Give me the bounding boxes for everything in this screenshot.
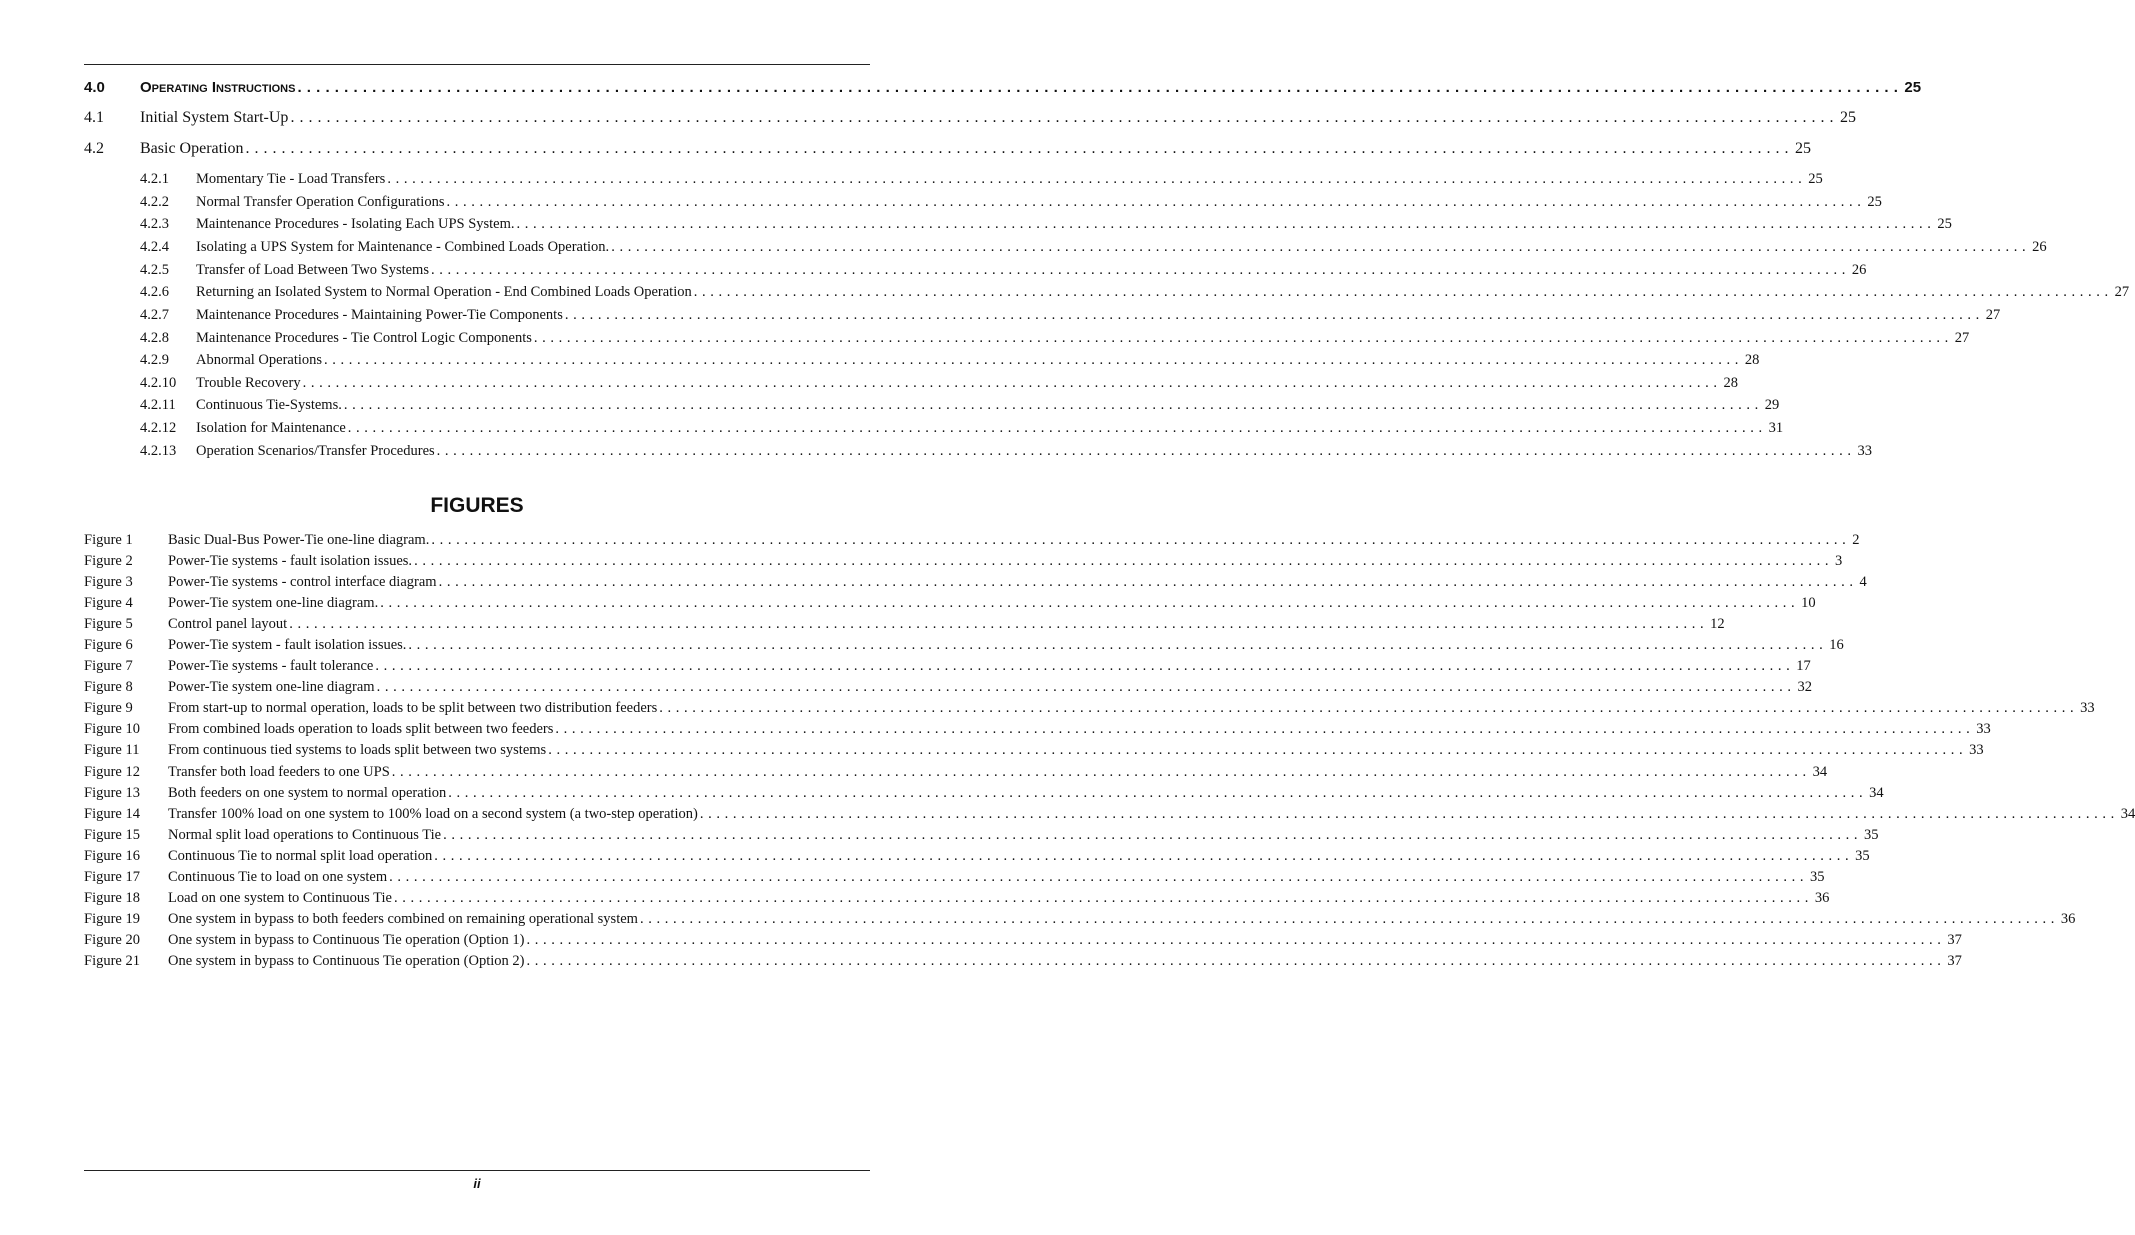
toc-number: 4.2.2 xyxy=(140,194,169,210)
leader-dots xyxy=(432,848,1849,865)
figure-page: 36 xyxy=(1814,890,1830,906)
figure-entry[interactable] xyxy=(84,742,1984,759)
leader-dots xyxy=(437,574,1854,591)
figure-entry[interactable] xyxy=(84,616,1725,633)
figure-number: Figure 14 xyxy=(84,806,140,822)
toc-page: 31 xyxy=(1768,420,1784,436)
toc-number: 4.2.13 xyxy=(140,443,177,459)
leader-dots xyxy=(553,721,1970,738)
toc-number: 4.2.10 xyxy=(140,375,177,391)
leader-dots xyxy=(342,397,1759,414)
figure-page: 3 xyxy=(1834,553,1843,569)
toc-title: Returning an Isolated System to Normal Operation - End Combined Loads Operation xyxy=(196,284,692,300)
figure-number: Figure 18 xyxy=(84,890,140,906)
figure-number: Figure 16 xyxy=(84,848,140,864)
figure-entry[interactable] xyxy=(84,785,1884,802)
figure-page: 36 xyxy=(2060,911,2076,927)
figure-number: Figure 11 xyxy=(84,742,140,758)
figure-title: Basic Dual-Bus Power-Tie one-line diagram. xyxy=(168,532,430,548)
figure-page: 33 xyxy=(1969,742,1984,758)
leader-dots xyxy=(435,443,1852,460)
leader-dots xyxy=(373,658,1790,675)
figure-page: 37 xyxy=(1947,932,1962,948)
toc-subsection-entry[interactable] xyxy=(140,284,2130,301)
toc-number: 4.2.9 xyxy=(140,352,169,368)
leader-dots xyxy=(524,932,1941,949)
figure-title: Continuous Tie to load on one system xyxy=(168,869,388,885)
leader-dots xyxy=(532,330,1949,347)
toc-subsection-entry[interactable] xyxy=(140,420,1784,437)
leader-dots xyxy=(441,827,1858,844)
toc-title: Maintenance Procedures - Tie Control Logic Components xyxy=(196,330,532,346)
toc-subsection-entry[interactable] xyxy=(140,216,1952,233)
figure-number: Figure 1 xyxy=(84,532,133,548)
toc-page: 28 xyxy=(1723,375,1738,391)
figure-number: Figure 17 xyxy=(84,869,140,885)
toc-number: 4.2.11 xyxy=(140,397,176,413)
figure-page: 35 xyxy=(1863,827,1879,843)
figure-title: One system in bypass to both feeders combined on remaining operational system xyxy=(168,911,638,927)
toc-number: 4.2.1 xyxy=(140,171,169,187)
figure-entry[interactable] xyxy=(84,869,1825,886)
leader-dots xyxy=(412,553,1829,570)
toc-title: Maintenance Procedures - Isolating Each UPS System. xyxy=(196,216,515,232)
leader-dots xyxy=(515,216,1932,233)
toc-chapter-entry[interactable] xyxy=(84,79,1922,96)
figure-number: Figure 9 xyxy=(84,700,133,716)
leader-dots xyxy=(638,911,2055,928)
leader-dots xyxy=(429,532,1846,549)
figure-number: Figure 8 xyxy=(84,679,133,695)
top-rule xyxy=(84,64,870,65)
figures-heading: FIGURES xyxy=(430,494,524,517)
figure-entry[interactable] xyxy=(84,532,1860,549)
leader-dots xyxy=(563,307,1980,324)
toc-title: Maintenance Procedures - Maintaining Power-Tie Components xyxy=(196,307,563,323)
figure-number: Figure 13 xyxy=(84,785,140,801)
figure-page: 12 xyxy=(1710,616,1725,632)
figure-entry[interactable] xyxy=(84,700,2095,717)
figure-page: 17 xyxy=(1796,658,1811,674)
toc-subsection-entry[interactable] xyxy=(140,194,1882,211)
toc-title: Trouble Recovery xyxy=(196,375,301,391)
figure-number: Figure 2 xyxy=(84,553,133,569)
figure-number: Figure 6 xyxy=(84,637,133,653)
figure-title: Power-Tie system one-line diagram xyxy=(168,679,375,695)
leader-dots xyxy=(698,806,2115,823)
footer-page-number: ii xyxy=(473,1176,481,1191)
figure-page: 34 xyxy=(1869,785,1884,801)
toc-number: 4.0 xyxy=(84,79,105,96)
figure-title: Both feeders on one system to normal operation xyxy=(168,785,447,801)
leader-dots xyxy=(546,742,1963,759)
toc-section-entry[interactable] xyxy=(84,109,1856,127)
leader-dots xyxy=(657,700,2074,717)
figure-entry[interactable] xyxy=(84,764,1828,781)
leader-dots xyxy=(429,262,1846,279)
toc-number: 4.2.12 xyxy=(140,420,177,436)
figure-title: Power-Tie systems - control interface diagram xyxy=(168,574,437,590)
figure-title: Load on one system to Continuous Tie xyxy=(168,890,392,906)
figure-number: Figure 5 xyxy=(84,616,133,632)
toc-title: Initial System Start-Up xyxy=(140,109,289,126)
figure-entry[interactable] xyxy=(84,574,1867,591)
leader-dots xyxy=(390,764,1807,781)
toc-page: 29 xyxy=(1764,397,1780,413)
leader-dots xyxy=(444,194,1861,211)
toc-title: Operation Scenarios/Transfer Procedures xyxy=(196,443,435,459)
leader-dots xyxy=(385,171,1802,188)
toc-subsection-entry[interactable] xyxy=(140,397,1780,414)
figure-entry[interactable] xyxy=(84,932,1962,949)
figure-page: 32 xyxy=(1797,679,1812,695)
toc-page: 25 xyxy=(1795,140,1812,157)
toc-page: 27 xyxy=(1985,307,2001,323)
figure-page: 2 xyxy=(1852,532,1860,548)
leader-dots xyxy=(524,953,1941,970)
leader-dots xyxy=(322,352,1739,369)
figure-entry[interactable] xyxy=(84,679,1812,696)
toc-number: 4.2.8 xyxy=(140,330,169,346)
toc-page: 26 xyxy=(2032,239,2047,255)
toc-page: 33 xyxy=(1857,443,1873,459)
toc-title: Operating Instructions xyxy=(140,79,296,96)
leader-dots xyxy=(406,637,1823,654)
leader-dots xyxy=(346,420,1763,437)
figure-entry[interactable] xyxy=(84,953,1962,970)
toc-page: 27 xyxy=(1954,330,1970,346)
figure-number: Figure 15 xyxy=(84,827,140,843)
figure-title: From combined loads operation to loads split between two feeders xyxy=(168,721,554,737)
toc-number: 4.2.6 xyxy=(140,284,169,300)
toc-title: Momentary Tie - Load Transfers xyxy=(196,171,386,187)
figure-page: 35 xyxy=(1855,848,1870,864)
leader-dots xyxy=(375,679,1792,696)
leader-dots xyxy=(692,284,2109,301)
toc-subsection-entry[interactable] xyxy=(140,171,1823,188)
leader-dots xyxy=(392,890,1809,907)
leader-dots xyxy=(387,869,1804,886)
toc-title: Continuous Tie-Systems. xyxy=(196,397,342,413)
figure-entry[interactable] xyxy=(84,911,2076,928)
bottom-rule xyxy=(84,1170,870,1171)
toc-page: 25 xyxy=(1839,109,1856,126)
figure-entry[interactable] xyxy=(84,658,1811,675)
figure-title: Power-Tie system one-line diagram. xyxy=(168,595,379,611)
leader-dots xyxy=(378,595,1795,612)
figure-title: Power-Tie systems - fault tolerance xyxy=(168,658,374,674)
toc-number: 4.2.7 xyxy=(140,307,169,323)
toc-page: 28 xyxy=(1744,352,1760,368)
figure-page: 35 xyxy=(1810,869,1825,885)
toc-subsection-entry[interactable] xyxy=(140,330,1970,347)
figure-entry[interactable] xyxy=(84,721,1991,738)
figure-title: Continuous Tie to normal split load operation xyxy=(168,848,433,864)
leader-dots xyxy=(244,140,1790,158)
leader-dots xyxy=(295,79,1898,96)
toc-subsection-entry[interactable] xyxy=(140,352,1760,369)
figure-entry[interactable] xyxy=(84,806,2135,823)
toc-title: Abnormal Operations xyxy=(196,352,323,368)
figure-title: One system in bypass to Continuous Tie operation (Option 2) xyxy=(168,953,525,969)
figure-title: Transfer 100% load on one system to 100% load on a second system (a two-step operation) xyxy=(168,806,698,822)
toc-page: 25 xyxy=(1904,79,1922,96)
figure-entry[interactable] xyxy=(84,637,1844,654)
figure-title: Transfer both load feeders to one UPS xyxy=(168,764,390,780)
figure-title: Normal split load operations to Continuous Tie xyxy=(168,827,442,843)
toc-number: 4.2 xyxy=(84,140,104,157)
toc-number: 4.1 xyxy=(84,109,104,126)
leader-dots xyxy=(287,616,1704,633)
figure-number: Figure 4 xyxy=(84,595,133,611)
figure-entry[interactable] xyxy=(84,848,1870,865)
toc-page: 27 xyxy=(2114,284,2130,300)
figure-entry[interactable] xyxy=(84,890,1830,907)
figure-number: Figure 10 xyxy=(84,721,140,737)
figure-page: 34 xyxy=(2120,806,2135,822)
figure-entry[interactable] xyxy=(84,827,1879,844)
figure-page: 37 xyxy=(1947,953,1962,969)
figure-page: 34 xyxy=(1812,764,1828,780)
figure-number: Figure 20 xyxy=(84,932,140,948)
figure-page: 10 xyxy=(1801,595,1816,611)
figure-title: One system in bypass to Continuous Tie operation (Option 1) xyxy=(168,932,525,948)
toc-title: Basic Operation xyxy=(140,140,244,157)
figure-number: Figure 21 xyxy=(84,953,140,969)
toc-subsection-entry[interactable] xyxy=(140,262,1867,279)
figure-entry[interactable] xyxy=(84,553,1843,570)
figure-page: 16 xyxy=(1829,637,1844,653)
figure-number: Figure 12 xyxy=(84,764,140,780)
toc-page: 25 xyxy=(1808,171,1823,187)
toc-title: Transfer of Load Between Two Systems xyxy=(196,262,429,278)
toc-number: 4.2.3 xyxy=(140,216,169,232)
leader-dots xyxy=(609,239,2026,256)
figure-page: 33 xyxy=(1976,721,1991,737)
toc-number: 4.2.5 xyxy=(140,262,169,278)
toc-title: Isolating a UPS System for Maintenance - Combined Loads Operation. xyxy=(196,239,610,255)
toc-page: 25 xyxy=(1867,194,1882,210)
toc-page: 26 xyxy=(1851,262,1867,278)
figure-number: Figure 3 xyxy=(84,574,133,590)
toc-subsection-entry[interactable] xyxy=(140,307,2001,324)
figure-entry[interactable] xyxy=(84,595,1816,612)
toc-title: Normal Transfer Operation Configurations xyxy=(196,194,445,210)
toc-subsection-entry[interactable] xyxy=(140,375,1738,392)
toc-subsection-entry[interactable] xyxy=(140,443,1873,460)
figure-title: Power-Tie systems - fault isolation issues. xyxy=(168,553,413,569)
toc-section-entry[interactable] xyxy=(84,140,1812,158)
figure-page: 4 xyxy=(1859,574,1867,590)
figure-title: Power-Tie system - fault isolation issues. xyxy=(168,637,407,653)
figure-number: Figure 7 xyxy=(84,658,133,674)
toc-number: 4.2.4 xyxy=(140,239,169,255)
figure-title: From start-up to normal operation, loads to be split between two distribution feeders xyxy=(168,700,658,716)
leader-dots xyxy=(301,375,1718,392)
leader-dots xyxy=(288,109,1834,127)
toc-title: Isolation for Maintenance xyxy=(196,420,346,436)
figure-title: Control panel layout xyxy=(168,616,288,632)
figure-page: 33 xyxy=(2080,700,2095,716)
figure-number: Figure 19 xyxy=(84,911,140,927)
leader-dots xyxy=(446,785,1863,802)
toc-page: 25 xyxy=(1937,216,1952,232)
figure-title: From continuous tied systems to loads split between two systems xyxy=(168,742,547,758)
toc-subsection-entry[interactable] xyxy=(140,239,2047,256)
